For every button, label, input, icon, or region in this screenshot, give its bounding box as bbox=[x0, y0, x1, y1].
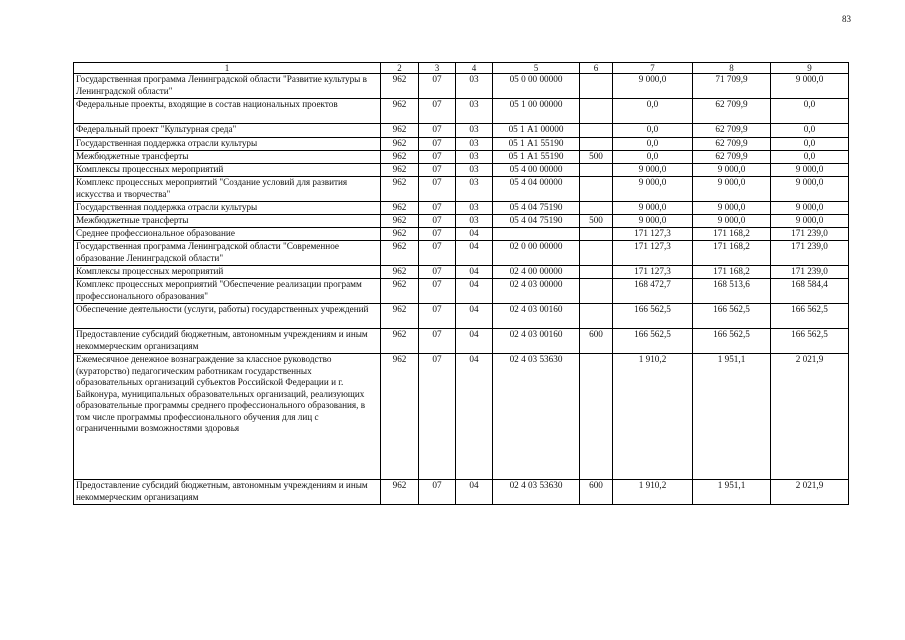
amount-cell: 171 239,0 bbox=[771, 228, 849, 241]
section-cell: 07 bbox=[419, 177, 456, 202]
row-name-cell: Обеспечение деятельности (услуги, работы) государственных учреждений bbox=[74, 304, 381, 329]
amount-cell: 9 000,0 bbox=[771, 215, 849, 228]
expense-type-cell: 600 bbox=[580, 480, 613, 505]
expense-type-cell bbox=[580, 99, 613, 124]
row-name-cell: Государственная поддержка отрасли культуры bbox=[74, 202, 381, 215]
expense-type-cell bbox=[580, 228, 613, 241]
code-cell: 962 bbox=[381, 74, 419, 99]
code-cell: 962 bbox=[381, 215, 419, 228]
amount-cell: 168 513,6 bbox=[693, 279, 771, 304]
expense-type-cell bbox=[580, 241, 613, 266]
target-article-cell: 05 4 04 00000 bbox=[493, 177, 580, 202]
table-row bbox=[74, 138, 849, 151]
code-cell: 962 bbox=[381, 164, 419, 177]
amount-cell: 1 951,1 bbox=[693, 354, 771, 480]
amount-cell: 62 709,9 bbox=[693, 138, 771, 151]
amount-cell: 166 562,5 bbox=[613, 329, 693, 354]
amount-cell: 171 168,2 bbox=[693, 266, 771, 279]
target-article-cell: 02 4 03 00160 bbox=[493, 304, 580, 329]
amount-cell: 0,0 bbox=[771, 138, 849, 151]
amount-cell: 1 910,2 bbox=[613, 480, 693, 505]
amount-cell: 62 709,9 bbox=[693, 99, 771, 124]
amount-cell: 166 562,5 bbox=[693, 304, 771, 329]
amount-cell: 9 000,0 bbox=[771, 74, 849, 99]
amount-cell: 0,0 bbox=[771, 151, 849, 164]
expense-type-cell bbox=[580, 304, 613, 329]
subsection-cell: 04 bbox=[456, 228, 493, 241]
amount-cell: 166 562,5 bbox=[693, 329, 771, 354]
expense-type-cell bbox=[580, 138, 613, 151]
target-article-cell: 02 4 03 00160 bbox=[493, 329, 580, 354]
amount-cell: 168 584,4 bbox=[771, 279, 849, 304]
expense-type-cell bbox=[580, 124, 613, 138]
target-article-cell: 05 4 04 75190 bbox=[493, 202, 580, 215]
subsection-cell: 03 bbox=[456, 138, 493, 151]
target-article-cell: 02 4 03 53630 bbox=[493, 354, 580, 480]
target-article-cell: 05 4 00 00000 bbox=[493, 164, 580, 177]
row-name-cell: Федеральные проекты, входящие в состав национальных проектов bbox=[74, 99, 381, 124]
amount-cell: 1 910,2 bbox=[613, 354, 693, 480]
subsection-cell: 04 bbox=[456, 480, 493, 505]
code-cell: 962 bbox=[381, 279, 419, 304]
target-article-cell bbox=[493, 228, 580, 241]
code-cell: 962 bbox=[381, 202, 419, 215]
amount-cell: 0,0 bbox=[771, 99, 849, 124]
expense-type-cell bbox=[580, 202, 613, 215]
code-cell: 962 bbox=[381, 266, 419, 279]
table-row bbox=[74, 354, 849, 480]
subsection-cell: 04 bbox=[456, 241, 493, 266]
amount-cell: 9 000,0 bbox=[693, 177, 771, 202]
code-cell: 962 bbox=[381, 151, 419, 164]
code-cell: 962 bbox=[381, 228, 419, 241]
table-row bbox=[74, 304, 849, 329]
amount-cell: 166 562,5 bbox=[771, 304, 849, 329]
code-cell: 962 bbox=[381, 241, 419, 266]
row-name-cell: Межбюджетные трансферты bbox=[74, 151, 381, 164]
amount-cell: 9 000,0 bbox=[693, 202, 771, 215]
target-article-cell: 05 1 А1 55190 bbox=[493, 151, 580, 164]
target-article-cell: 02 4 00 00000 bbox=[493, 266, 580, 279]
table-row bbox=[74, 164, 849, 177]
table-row bbox=[74, 480, 849, 505]
amount-cell: 9 000,0 bbox=[613, 164, 693, 177]
subsection-cell: 04 bbox=[456, 304, 493, 329]
header-cell: 4 bbox=[456, 63, 493, 74]
amount-cell: 62 709,9 bbox=[693, 151, 771, 164]
table-row bbox=[74, 329, 849, 354]
amount-cell: 171 127,3 bbox=[613, 228, 693, 241]
amount-cell: 9 000,0 bbox=[771, 177, 849, 202]
target-article-cell: 02 4 03 53630 bbox=[493, 480, 580, 505]
row-name-cell: Предоставление субсидий бюджетным, автономным учреждениям и иным некоммерческим организациям bbox=[74, 480, 381, 505]
subsection-cell: 04 bbox=[456, 329, 493, 354]
subsection-cell: 03 bbox=[456, 151, 493, 164]
row-name-cell: Комплексы процессных мероприятий bbox=[74, 266, 381, 279]
target-article-cell: 05 1 А1 55190 bbox=[493, 138, 580, 151]
section-cell: 07 bbox=[419, 215, 456, 228]
table-row bbox=[74, 177, 849, 202]
expense-type-cell bbox=[580, 177, 613, 202]
section-cell: 07 bbox=[419, 304, 456, 329]
amount-cell: 0,0 bbox=[771, 124, 849, 138]
subsection-cell: 03 bbox=[456, 177, 493, 202]
amount-cell: 9 000,0 bbox=[693, 164, 771, 177]
section-cell: 07 bbox=[419, 202, 456, 215]
row-name-cell: Федеральный проект "Культурная среда" bbox=[74, 124, 381, 138]
target-article-cell: 05 1 А1 00000 bbox=[493, 124, 580, 138]
section-cell: 07 bbox=[419, 354, 456, 480]
code-cell: 962 bbox=[381, 177, 419, 202]
target-article-cell: 05 0 00 00000 bbox=[493, 74, 580, 99]
budget-table bbox=[73, 62, 849, 505]
header-cell: 3 bbox=[419, 63, 456, 74]
amount-cell: 171 239,0 bbox=[771, 266, 849, 279]
row-name-cell: Предоставление субсидий бюджетным, автономным учреждениям и иным некоммерческим организациям bbox=[74, 329, 381, 354]
amount-cell: 1 951,1 bbox=[693, 480, 771, 505]
section-cell: 07 bbox=[419, 74, 456, 99]
subsection-cell: 03 bbox=[456, 74, 493, 99]
row-name-cell: Ежемесячное денежное вознаграждение за классное руководство (кураторство) педагогическим работникам государственных образовательных организаций субъектов Российской Федерации и г. Байконура, муниципальных образовательных организаций, реализующих образовательные программы среднего профессионального образования, в том числе программы профессионального обучения для лиц с ограниченными возможностями здоровья bbox=[74, 354, 381, 480]
subsection-cell: 03 bbox=[456, 215, 493, 228]
amount-cell: 168 472,7 bbox=[613, 279, 693, 304]
amount-cell: 171 168,2 bbox=[693, 228, 771, 241]
section-cell: 07 bbox=[419, 138, 456, 151]
amount-cell: 0,0 bbox=[613, 124, 693, 138]
expense-type-cell: 500 bbox=[580, 215, 613, 228]
row-name-cell: Государственная программа Ленинградской области "Развитие культуры в Ленинградской области" bbox=[74, 74, 381, 99]
amount-cell: 71 709,9 bbox=[693, 74, 771, 99]
amount-cell: 2 021,9 bbox=[771, 480, 849, 505]
table-row bbox=[74, 124, 849, 138]
table-row bbox=[74, 202, 849, 215]
subsection-cell: 04 bbox=[456, 266, 493, 279]
subsection-cell: 03 bbox=[456, 124, 493, 138]
section-cell: 07 bbox=[419, 279, 456, 304]
section-cell: 07 bbox=[419, 266, 456, 279]
amount-cell: 171 239,0 bbox=[771, 241, 849, 266]
header-cell: 9 bbox=[771, 63, 849, 74]
amount-cell: 9 000,0 bbox=[613, 215, 693, 228]
amount-cell: 171 127,3 bbox=[613, 266, 693, 279]
section-cell: 07 bbox=[419, 164, 456, 177]
row-name-cell: Комплекс процессных мероприятий "Обеспечение реализации программ профессионального образования" bbox=[74, 279, 381, 304]
target-article-cell: 05 4 04 75190 bbox=[493, 215, 580, 228]
table-row bbox=[74, 99, 849, 124]
table-row bbox=[74, 74, 849, 99]
amount-cell: 62 709,9 bbox=[693, 124, 771, 138]
code-cell: 962 bbox=[381, 480, 419, 505]
row-name-cell: Среднее профессиональное образование bbox=[74, 228, 381, 241]
expense-type-cell bbox=[580, 266, 613, 279]
section-cell: 07 bbox=[419, 480, 456, 505]
expense-type-cell: 500 bbox=[580, 151, 613, 164]
amount-cell: 9 000,0 bbox=[693, 215, 771, 228]
row-name-cell: Государственная поддержка отрасли культуры bbox=[74, 138, 381, 151]
subsection-cell: 03 bbox=[456, 99, 493, 124]
subsection-cell: 03 bbox=[456, 164, 493, 177]
code-cell: 962 bbox=[381, 354, 419, 480]
amount-cell: 0,0 bbox=[613, 151, 693, 164]
header-cell: 6 bbox=[580, 63, 613, 74]
header-cell: 7 bbox=[613, 63, 693, 74]
expense-type-cell bbox=[580, 74, 613, 99]
amount-cell: 9 000,0 bbox=[613, 177, 693, 202]
amount-cell: 166 562,5 bbox=[613, 304, 693, 329]
table-row bbox=[74, 215, 849, 228]
target-article-cell: 02 4 03 00000 bbox=[493, 279, 580, 304]
subsection-cell: 04 bbox=[456, 354, 493, 480]
target-article-cell: 05 1 00 00000 bbox=[493, 99, 580, 124]
code-cell: 962 bbox=[381, 124, 419, 138]
expense-type-cell bbox=[580, 279, 613, 304]
amount-cell: 171 127,3 bbox=[613, 241, 693, 266]
header-cell: 2 bbox=[381, 63, 419, 74]
header-row bbox=[74, 63, 849, 74]
amount-cell: 9 000,0 bbox=[771, 202, 849, 215]
target-article-cell: 02 0 00 00000 bbox=[493, 241, 580, 266]
subsection-cell: 03 bbox=[456, 202, 493, 215]
section-cell: 07 bbox=[419, 241, 456, 266]
amount-cell: 9 000,0 bbox=[613, 74, 693, 99]
amount-cell: 9 000,0 bbox=[613, 202, 693, 215]
table-body bbox=[74, 74, 849, 505]
expense-type-cell bbox=[580, 164, 613, 177]
expense-type-cell bbox=[580, 354, 613, 480]
header-cell: 5 bbox=[493, 63, 580, 74]
code-cell: 962 bbox=[381, 99, 419, 124]
code-cell: 962 bbox=[381, 304, 419, 329]
table-row bbox=[74, 151, 849, 164]
row-name-cell: Межбюджетные трансферты bbox=[74, 215, 381, 228]
section-cell: 07 bbox=[419, 329, 456, 354]
expense-type-cell: 600 bbox=[580, 329, 613, 354]
table-row bbox=[74, 266, 849, 279]
section-cell: 07 bbox=[419, 99, 456, 124]
page-number: 83 bbox=[842, 14, 851, 24]
section-cell: 07 bbox=[419, 228, 456, 241]
amount-cell: 166 562,5 bbox=[771, 329, 849, 354]
table-row bbox=[74, 241, 849, 266]
code-cell: 962 bbox=[381, 138, 419, 151]
subsection-cell: 04 bbox=[456, 279, 493, 304]
section-cell: 07 bbox=[419, 151, 456, 164]
amount-cell: 0,0 bbox=[613, 138, 693, 151]
section-cell: 07 bbox=[419, 124, 456, 138]
row-name-cell: Комплексы процессных мероприятий bbox=[74, 164, 381, 177]
header-cell: 1 bbox=[74, 63, 381, 74]
amount-cell: 9 000,0 bbox=[771, 164, 849, 177]
header-cell: 8 bbox=[693, 63, 771, 74]
amount-cell: 2 021,9 bbox=[771, 354, 849, 480]
table-row bbox=[74, 228, 849, 241]
code-cell: 962 bbox=[381, 329, 419, 354]
row-name-cell: Государственная программа Ленинградской области "Современное образование Ленинградской области" bbox=[74, 241, 381, 266]
table-row bbox=[74, 279, 849, 304]
amount-cell: 0,0 bbox=[613, 99, 693, 124]
amount-cell: 171 168,2 bbox=[693, 241, 771, 266]
row-name-cell: Комплекс процессных мероприятий "Создание условий для развития искусства и творчества" bbox=[74, 177, 381, 202]
